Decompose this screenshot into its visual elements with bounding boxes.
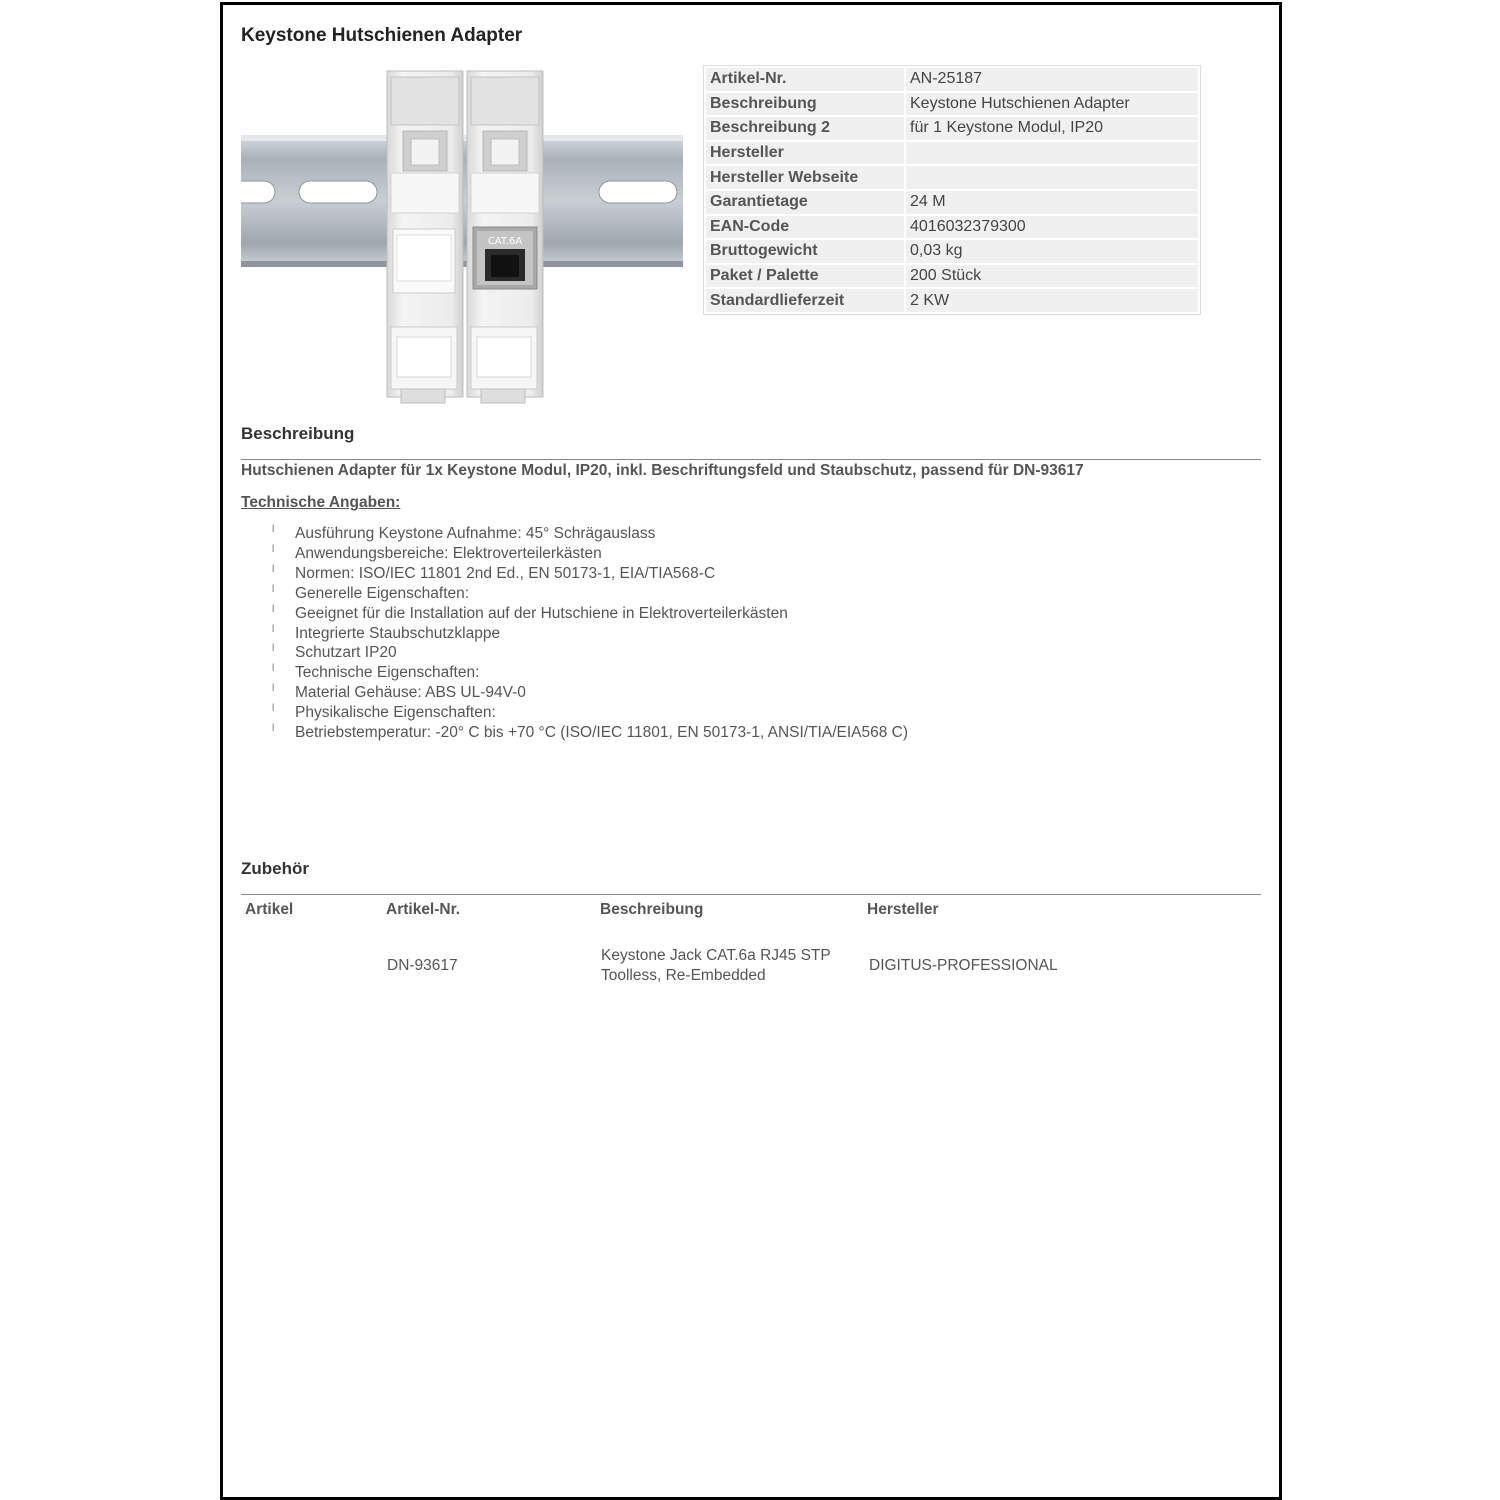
column-header-artikel-nr: Artikel-Nr.	[386, 901, 461, 918]
list-item: l Normen: ISO/IEC 11801 2nd Ed., EN 50173-1, EIA/TIA568-C	[269, 564, 908, 584]
list-item: l Geeignet für die Installation auf der Hutschiene in Elektroverteilerkästen	[269, 604, 908, 624]
spec-value: 2 KW	[906, 289, 1198, 312]
description-heading: Beschreibung	[241, 424, 355, 443]
list-item: l Anwendungsbereiche: Elektroverteilerkästen	[269, 544, 908, 564]
spec-row	[706, 142, 1198, 165]
list-item: l Physikalische Eigenschaften:	[269, 703, 908, 723]
bullet-icon: l	[272, 524, 275, 535]
spec-value: 4016032379300	[906, 216, 1198, 239]
column-header-hersteller: Hersteller	[867, 901, 939, 918]
spec-key: Garantietage	[706, 191, 904, 214]
spec-key: Standardlieferzeit	[706, 289, 904, 312]
bullet-icon: l	[272, 563, 275, 575]
adapter-left	[387, 71, 463, 403]
spec-key: Artikel-Nr.	[706, 68, 904, 91]
spec-value: Keystone Hutschienen Adapter	[906, 93, 1198, 116]
spec-value: 0,03 kg	[906, 240, 1198, 263]
spec-key: Beschreibung	[706, 93, 904, 116]
spec-row	[706, 289, 1198, 312]
list-item: l Generelle Eigenschaften:	[269, 584, 908, 604]
spec-row	[706, 93, 1198, 116]
accessory-description-line1: Keystone Jack CAT.6a RJ45 STP	[601, 947, 831, 964]
spec-value: AN-25187	[906, 68, 1198, 91]
technical-specs-title: Technische Angaben:	[241, 494, 401, 511]
description-divider	[241, 459, 1261, 460]
spec-row	[706, 216, 1198, 239]
accessory-description-line2: Toolless, Re-Embedded	[601, 967, 766, 984]
spec-key: Hersteller Webseite	[706, 166, 904, 189]
spec-key: Paket / Palette	[706, 265, 904, 288]
page-title: Keystone Hutschienen Adapter	[241, 25, 523, 46]
spec-table	[703, 65, 1201, 315]
description-lead: Hutschienen Adapter für 1x Keystone Modul, IP20, inkl. Beschriftungsfeld und Staubschutz, passend für DN-93617	[241, 462, 1084, 479]
spec-key: Hersteller	[706, 142, 904, 165]
spec-value	[906, 142, 1198, 165]
bullet-icon: l	[272, 583, 275, 595]
list-item: l Material Gehäuse: ABS UL-94V-0	[269, 683, 908, 703]
spec-key: Beschreibung 2	[706, 117, 904, 140]
spec-row	[706, 240, 1198, 263]
product-image	[241, 67, 683, 407]
spec-row	[706, 265, 1198, 288]
accessories-heading: Zubehör	[241, 859, 309, 878]
accessory-manufacturer: DIGITUS-PROFESSIONAL	[869, 957, 1058, 974]
spec-value: für 1 Keystone Modul, IP20	[906, 117, 1198, 140]
spec-key: EAN-Code	[706, 216, 904, 239]
spec-row	[706, 166, 1198, 189]
bullet-icon: l	[272, 663, 275, 675]
jack-label: CAT.6A	[487, 236, 523, 247]
accessories-divider	[241, 894, 1261, 895]
adapter-right	[467, 71, 543, 403]
bullet-icon: l	[272, 603, 275, 615]
column-header-beschreibung: Beschreibung	[600, 901, 704, 918]
list-item: l Technische Eigenschaften:	[269, 663, 908, 683]
accessory-artikel-nr: DN-93617	[387, 957, 458, 974]
spec-value: 24 M	[906, 191, 1198, 214]
bullet-icon: l	[272, 623, 275, 635]
bullet-icon: l	[272, 543, 275, 555]
technical-specs-list	[269, 524, 908, 743]
bullet-icon: l	[272, 683, 275, 695]
datasheet-page	[220, 2, 1282, 1500]
spec-value: 200 Stück	[906, 265, 1198, 288]
spec-row	[706, 68, 1198, 91]
list-item: l Schutzart IP20	[269, 643, 908, 663]
list-item: l Ausführung Keystone Aufnahme: 45° Schrägauslass	[269, 524, 908, 544]
spec-row	[706, 191, 1198, 214]
bullet-icon: l	[272, 643, 275, 655]
list-item: l Integrierte Staubschutzklappe	[269, 624, 908, 644]
spec-value	[906, 166, 1198, 189]
spec-row	[706, 117, 1198, 140]
column-header-artikel: Artikel	[245, 901, 294, 918]
bullet-icon: l	[272, 703, 275, 715]
list-item: l Betriebstemperatur: -20° C bis +70 °C (ISO/IEC 11801, EN 50173-1, ANSI/TIA/EIA568 C)	[269, 723, 908, 743]
spec-key: Bruttogewicht	[706, 240, 904, 263]
bullet-icon: l	[272, 723, 275, 735]
